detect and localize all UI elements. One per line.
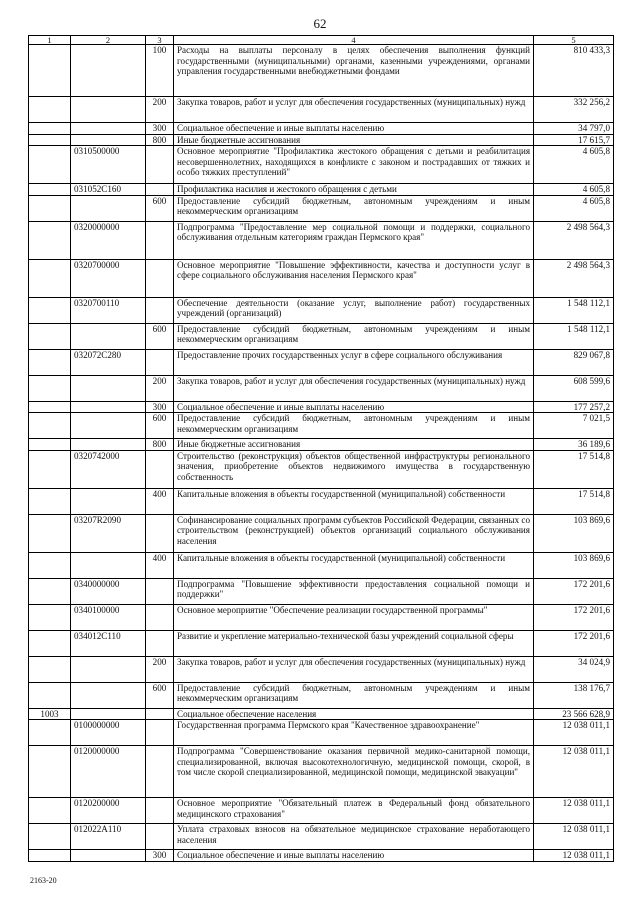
description: Подпрограмма "Совершенствование оказания первичной медико-санитарной помощи, специализированной, включая высокотехнологичную, медицинской помощи, скорой, в том числе скорой специализированной, медицинской помощи, медицинской эвакуации" bbox=[174, 746, 534, 798]
description: Развитие и укрепление материально-технической базы учреждений социальной сферы bbox=[174, 630, 534, 656]
amount: 34 797,0 bbox=[534, 123, 614, 135]
table-row bbox=[29, 323, 614, 349]
section-code bbox=[29, 450, 71, 488]
table-header-row bbox=[29, 36, 614, 45]
section-code bbox=[29, 45, 71, 97]
target-article-code: 0310500000 bbox=[71, 146, 146, 184]
section-code bbox=[29, 401, 71, 413]
expense-type-code bbox=[146, 146, 174, 184]
table-row bbox=[29, 578, 614, 604]
amount: 172 201,6 bbox=[534, 604, 614, 630]
target-article-code bbox=[71, 552, 146, 578]
expense-type-code bbox=[146, 798, 174, 824]
header-col-3: 3 bbox=[146, 36, 174, 45]
description: Закупка товаров, работ и услуг для обеспечения государственных (муниципальных) нужд bbox=[174, 97, 534, 123]
section-code bbox=[29, 349, 71, 375]
amount: 2 498 564,3 bbox=[534, 221, 614, 259]
expense-type-code bbox=[146, 297, 174, 323]
expense-type-code: 600 bbox=[146, 195, 174, 221]
description: Закупка товаров, работ и услуг для обеспечения государственных (муниципальных) нужд bbox=[174, 375, 534, 401]
description: Основное мероприятие "Профилактика жестокого обращения с детьми и реабилитация несовершеннолетних, находящихся в конфликте с законом и пострадавших от тяжких и особо тяжких преступлений" bbox=[174, 146, 534, 184]
target-article-code bbox=[71, 656, 146, 682]
table-row bbox=[29, 604, 614, 630]
target-article-code bbox=[71, 708, 146, 720]
section-code bbox=[29, 746, 71, 798]
table-row bbox=[29, 514, 614, 552]
section-code bbox=[29, 297, 71, 323]
target-article-code: 0120000000 bbox=[71, 746, 146, 798]
section-code bbox=[29, 720, 71, 746]
description: Предоставление прочих государственных услуг в сфере социального обслуживания bbox=[174, 349, 534, 375]
expense-type-code: 600 bbox=[146, 413, 174, 439]
section-code bbox=[29, 630, 71, 656]
amount: 172 201,6 bbox=[534, 578, 614, 604]
target-article-code bbox=[71, 682, 146, 708]
table-row bbox=[29, 720, 614, 746]
table-row bbox=[29, 123, 614, 135]
expense-type-code: 100 bbox=[146, 45, 174, 97]
target-article-code: 0320742000 bbox=[71, 450, 146, 488]
section-code bbox=[29, 488, 71, 514]
amount: 17 514,8 bbox=[534, 488, 614, 514]
target-article-code: 0340100000 bbox=[71, 604, 146, 630]
amount: 12 038 011,1 bbox=[534, 720, 614, 746]
expense-type-code: 300 bbox=[146, 123, 174, 135]
description: Основное мероприятие "Повышение эффективности, качества и доступности услуг в сфере социального обслуживания населения Пермского края" bbox=[174, 259, 534, 297]
target-article-code bbox=[71, 375, 146, 401]
table-row bbox=[29, 134, 614, 146]
amount: 2 498 564,3 bbox=[534, 259, 614, 297]
description: Расходы на выплаты персоналу в целях обеспечения выполнения функций государственными (муниципальными) органами, казенными учреждениями, органами управления государственными внебюджетными фондами bbox=[174, 45, 534, 97]
expense-type-code bbox=[146, 578, 174, 604]
amount: 34 024,9 bbox=[534, 656, 614, 682]
target-article-code bbox=[71, 123, 146, 135]
amount: 1 548 112,1 bbox=[534, 323, 614, 349]
expense-type-code: 300 bbox=[146, 850, 174, 862]
target-article-code bbox=[71, 97, 146, 123]
section-code bbox=[29, 514, 71, 552]
amount: 12 038 011,1 bbox=[534, 850, 614, 862]
expense-type-code bbox=[146, 708, 174, 720]
target-article-code bbox=[71, 413, 146, 439]
expense-type-code: 200 bbox=[146, 375, 174, 401]
expense-type-code bbox=[146, 450, 174, 488]
description: Социальное обеспечение и иные выплаты населению bbox=[174, 401, 534, 413]
target-article-code: 0320700000 bbox=[71, 259, 146, 297]
target-article-code bbox=[71, 401, 146, 413]
amount: 7 021,5 bbox=[534, 413, 614, 439]
header-col-1: 1 bbox=[29, 36, 71, 45]
amount: 810 433,3 bbox=[534, 45, 614, 97]
section-code bbox=[29, 259, 71, 297]
section-code bbox=[29, 798, 71, 824]
section-code bbox=[29, 146, 71, 184]
table-row bbox=[29, 488, 614, 514]
amount: 172 201,6 bbox=[534, 630, 614, 656]
expense-type-code bbox=[146, 604, 174, 630]
amount: 4 605,8 bbox=[534, 184, 614, 196]
table-row bbox=[29, 630, 614, 656]
table-row bbox=[29, 146, 614, 184]
amount: 17 615,7 bbox=[534, 134, 614, 146]
table-row bbox=[29, 439, 614, 451]
expense-type-code bbox=[146, 184, 174, 196]
section-code bbox=[29, 123, 71, 135]
amount: 17 514,8 bbox=[534, 450, 614, 488]
description: Предоставление субсидий бюджетным, автономным учреждениям и иным некоммерческим организациям bbox=[174, 323, 534, 349]
section-code: 1003 bbox=[29, 708, 71, 720]
section-code bbox=[29, 221, 71, 259]
amount: 608 599,6 bbox=[534, 375, 614, 401]
table-row bbox=[29, 850, 614, 862]
table-row bbox=[29, 184, 614, 196]
expense-type-code bbox=[146, 221, 174, 259]
amount: 12 038 011,1 bbox=[534, 798, 614, 824]
expense-type-code: 600 bbox=[146, 323, 174, 349]
target-article-code: 031052С160 bbox=[71, 184, 146, 196]
target-article-code bbox=[71, 439, 146, 451]
description: Основное мероприятие "Обязательный платеж в Федеральный фонд обязательного медицинского страхования" bbox=[174, 798, 534, 824]
table-row bbox=[29, 349, 614, 375]
target-article-code: 012022А110 bbox=[71, 824, 146, 850]
expense-type-code bbox=[146, 349, 174, 375]
expense-type-code bbox=[146, 630, 174, 656]
target-article-code: 032072С280 bbox=[71, 349, 146, 375]
description: Закупка товаров, работ и услуг для обеспечения государственных (муниципальных) нужд bbox=[174, 656, 534, 682]
description: Социальное обеспечение и иные выплаты населению bbox=[174, 850, 534, 862]
description: Подпрограмма "Предоставление мер социальной помощи и поддержки, социального обслуживания отдельным категориям граждан Пермского края" bbox=[174, 221, 534, 259]
description: Основное мероприятие "Обеспечение реализации государственной программы" bbox=[174, 604, 534, 630]
expense-type-code bbox=[146, 514, 174, 552]
description: Иные бюджетные ассигнования bbox=[174, 134, 534, 146]
section-code bbox=[29, 375, 71, 401]
description: Государственная программа Пермского края "Качественное здравоохранение" bbox=[174, 720, 534, 746]
table-body bbox=[29, 45, 614, 862]
target-article-code: 0120200000 bbox=[71, 798, 146, 824]
target-article-code: 03207R2090 bbox=[71, 514, 146, 552]
amount: 332 256,2 bbox=[534, 97, 614, 123]
amount: 177 257,2 bbox=[534, 401, 614, 413]
expense-type-code: 800 bbox=[146, 439, 174, 451]
target-article-code bbox=[71, 45, 146, 97]
table-row bbox=[29, 824, 614, 850]
expense-type-code: 800 bbox=[146, 134, 174, 146]
description: Предоставление субсидий бюджетным, автономным учреждениям и иным некоммерческим организациям bbox=[174, 413, 534, 439]
footer-code: 2163-20 bbox=[30, 876, 57, 885]
table-row bbox=[29, 798, 614, 824]
budget-table bbox=[28, 35, 614, 862]
expense-type-code: 400 bbox=[146, 488, 174, 514]
section-code bbox=[29, 413, 71, 439]
description: Строительство (реконструкция) объектов общественной инфраструктуры регионального значения, приобретение объектов недвижимого имущества в государственную собственность bbox=[174, 450, 534, 488]
section-code bbox=[29, 824, 71, 850]
section-code bbox=[29, 134, 71, 146]
amount: 138 176,7 bbox=[534, 682, 614, 708]
section-code bbox=[29, 439, 71, 451]
target-article-code: 034012С110 bbox=[71, 630, 146, 656]
amount: 12 038 011,1 bbox=[534, 746, 614, 798]
expense-type-code: 300 bbox=[146, 401, 174, 413]
amount: 103 869,6 bbox=[534, 514, 614, 552]
target-article-code: 0100000000 bbox=[71, 720, 146, 746]
table-row bbox=[29, 97, 614, 123]
target-article-code bbox=[71, 488, 146, 514]
target-article-code bbox=[71, 195, 146, 221]
header-col-5: 5 bbox=[534, 36, 614, 45]
amount: 103 869,6 bbox=[534, 552, 614, 578]
target-article-code: 0320000000 bbox=[71, 221, 146, 259]
section-code bbox=[29, 184, 71, 196]
table-row bbox=[29, 401, 614, 413]
page-number: 62 bbox=[313, 16, 327, 31]
table-row bbox=[29, 450, 614, 488]
table-row bbox=[29, 413, 614, 439]
description: Социальное обеспечение населения bbox=[174, 708, 534, 720]
section-code bbox=[29, 682, 71, 708]
target-article-code: 0320700110 bbox=[71, 297, 146, 323]
amount: 12 038 011,1 bbox=[534, 824, 614, 850]
table-row bbox=[29, 259, 614, 297]
description: Предоставление субсидий бюджетным, автономным учреждениям и иным некоммерческим организациям bbox=[174, 682, 534, 708]
section-code bbox=[29, 578, 71, 604]
table-row bbox=[29, 746, 614, 798]
header-col-2: 2 bbox=[71, 36, 146, 45]
amount: 23 566 628,9 bbox=[534, 708, 614, 720]
description: Уплата страховых взносов на обязательное медицинское страхование неработающего населения bbox=[174, 824, 534, 850]
description: Социальное обеспечение и иные выплаты населению bbox=[174, 123, 534, 135]
description: Капитальные вложения в объекты государственной (муниципальной) собственности bbox=[174, 552, 534, 578]
section-code bbox=[29, 656, 71, 682]
section-code bbox=[29, 552, 71, 578]
description: Профилактика насилия и жестокого обращения с детьми bbox=[174, 184, 534, 196]
expense-type-code: 400 bbox=[146, 552, 174, 578]
amount: 829 067,8 bbox=[534, 349, 614, 375]
table-row bbox=[29, 45, 614, 97]
amount: 1 548 112,1 bbox=[534, 297, 614, 323]
target-article-code bbox=[71, 134, 146, 146]
section-code bbox=[29, 850, 71, 862]
description: Обеспечение деятельности (оказание услуг, выполнение работ) государственных учреждений (организаций) bbox=[174, 297, 534, 323]
table-row bbox=[29, 682, 614, 708]
expense-type-code: 200 bbox=[146, 97, 174, 123]
description: Предоставление субсидий бюджетным, автономным учреждениям и иным некоммерческим организациям bbox=[174, 195, 534, 221]
table-row bbox=[29, 297, 614, 323]
target-article-code bbox=[71, 850, 146, 862]
expense-type-code bbox=[146, 259, 174, 297]
table-row bbox=[29, 708, 614, 720]
table-row bbox=[29, 375, 614, 401]
amount: 36 189,6 bbox=[534, 439, 614, 451]
target-article-code: 0340000000 bbox=[71, 578, 146, 604]
expense-type-code bbox=[146, 746, 174, 798]
expense-type-code: 600 bbox=[146, 682, 174, 708]
section-code bbox=[29, 604, 71, 630]
table-row bbox=[29, 656, 614, 682]
expense-type-code bbox=[146, 824, 174, 850]
description: Капитальные вложения в объекты государственной (муниципальной) собственности bbox=[174, 488, 534, 514]
section-code bbox=[29, 97, 71, 123]
target-article-code bbox=[71, 323, 146, 349]
amount: 4 605,8 bbox=[534, 195, 614, 221]
description: Подпрограмма "Повышение эффективности предоставления социальной помощи и поддержки" bbox=[174, 578, 534, 604]
table-row bbox=[29, 221, 614, 259]
expense-type-code: 200 bbox=[146, 656, 174, 682]
expense-type-code bbox=[146, 720, 174, 746]
description: Софинансирование социальных программ субъектов Российской Федерации, связанных со строительством (реконструкцией) объектов организаций социального обслуживания населения bbox=[174, 514, 534, 552]
header-col-4: 4 bbox=[174, 36, 534, 45]
description: Иные бюджетные ассигнования bbox=[174, 439, 534, 451]
amount: 4 605,8 bbox=[534, 146, 614, 184]
section-code bbox=[29, 195, 71, 221]
section-code bbox=[29, 323, 71, 349]
table-row bbox=[29, 195, 614, 221]
table-row bbox=[29, 552, 614, 578]
